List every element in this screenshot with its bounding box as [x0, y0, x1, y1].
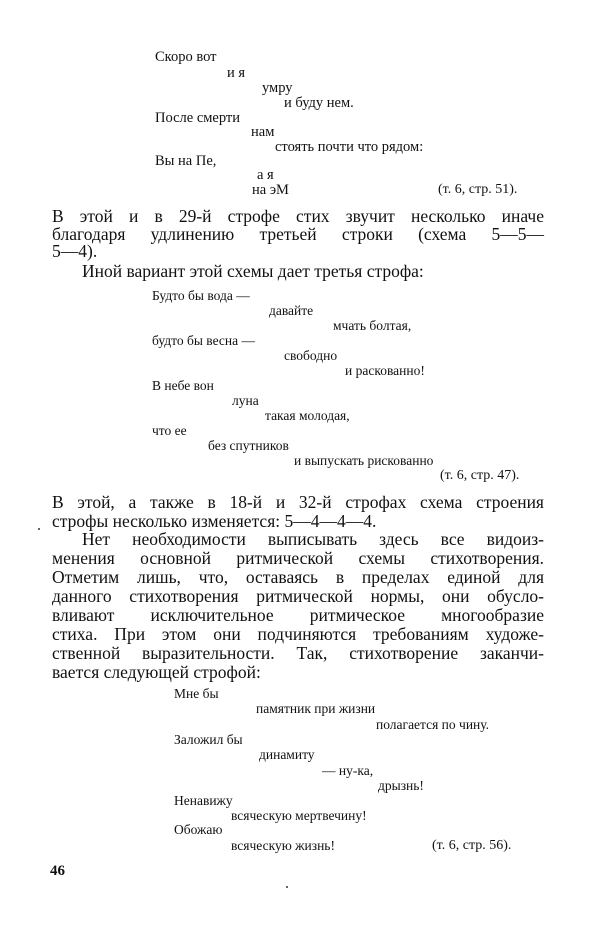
poem-line: свободно [284, 348, 338, 363]
citation: (т. 6, стр. 56). [432, 838, 512, 853]
poem-line: и я [227, 65, 246, 81]
text-line: стиха. При этом они подчиняются требованиям художе- [52, 624, 544, 644]
print-speck [38, 528, 40, 530]
text-line: ственной выразительности. Так, стихотворение заканчи- [52, 643, 544, 663]
poem-line: умру [262, 80, 293, 96]
poem-line: всяческую жизнь! [231, 838, 335, 853]
poem-line: всяческую мертвечину! [231, 808, 367, 823]
text-line: В этой и в 29-й строфе стих звучит несколько иначе [52, 206, 544, 226]
text-line: менения основной ритмической схемы стихотворения. [52, 548, 544, 568]
poem-line: Будто бы вода — [152, 288, 250, 303]
poem-line: Ненавижу [174, 793, 233, 808]
poem-line: стоять почти что рядом: [275, 139, 424, 155]
print-speck [286, 886, 288, 888]
poem-line: Вы на Пе, [155, 153, 217, 169]
poem-line: полагается по чину. [376, 717, 490, 732]
poem-line: Скоро вот [155, 49, 217, 65]
poem-line: Обожаю [174, 822, 223, 837]
poem-line: на эМ [252, 182, 289, 198]
text-line: благодаря удлинению третьей строки (схема 5—5— [52, 224, 544, 244]
text-line: строфы несколько изменяется: 5—4—4—4. [52, 511, 377, 531]
citation: (т. 6, стр. 51). [438, 182, 518, 197]
poem-line: и раскованно! [345, 363, 425, 378]
text-line: данного стихотворения ритмической нормы, они обусло- [52, 586, 544, 606]
poem-line: В небе вон [152, 378, 214, 393]
poem-line: мчать болтая, [333, 318, 412, 333]
poem-line: такая молодая, [265, 408, 350, 423]
poem-line: что ее [152, 423, 187, 438]
poem-line: будто бы весна — [152, 333, 255, 348]
poem-line: Заложил бы [174, 732, 243, 747]
poem-line: нам [251, 124, 275, 140]
poem-line: — ну-ка, [322, 763, 374, 778]
poem-line: без спутников [208, 438, 289, 453]
citation: (т. 6, стр. 47). [440, 468, 520, 483]
text-line: В этой, а также в 18-й и 32-й строфах схема строения [52, 492, 544, 512]
poem-line: давайте [269, 303, 314, 318]
poem-line: луна [232, 393, 259, 408]
page-number: 46 [50, 863, 65, 879]
text-line: 5—4). [52, 241, 98, 261]
poem-line: и буду нем. [284, 95, 354, 111]
text-line: вливают исключительное ритмическое многообразие [52, 605, 544, 625]
poem-line: а я [257, 167, 274, 183]
text-line: вается следующей строфой: [52, 662, 261, 682]
text-line: Иной вариант этой схемы дает третья строфа: [82, 261, 424, 281]
poem-line: динамиту [259, 747, 315, 762]
poem-line: дрызнь! [378, 778, 424, 793]
text-line: Нет необходимости выписывать здесь все видоиз- [82, 529, 544, 549]
poem-line: После смерти [155, 110, 241, 126]
poem-line: и выпускать рискованно [294, 453, 434, 468]
poem-line: памятник при жизни [256, 701, 376, 716]
text-line: Отметим лишь, что, оставаясь в пределах единой для [52, 567, 544, 587]
poem-line: Мне бы [174, 686, 219, 701]
